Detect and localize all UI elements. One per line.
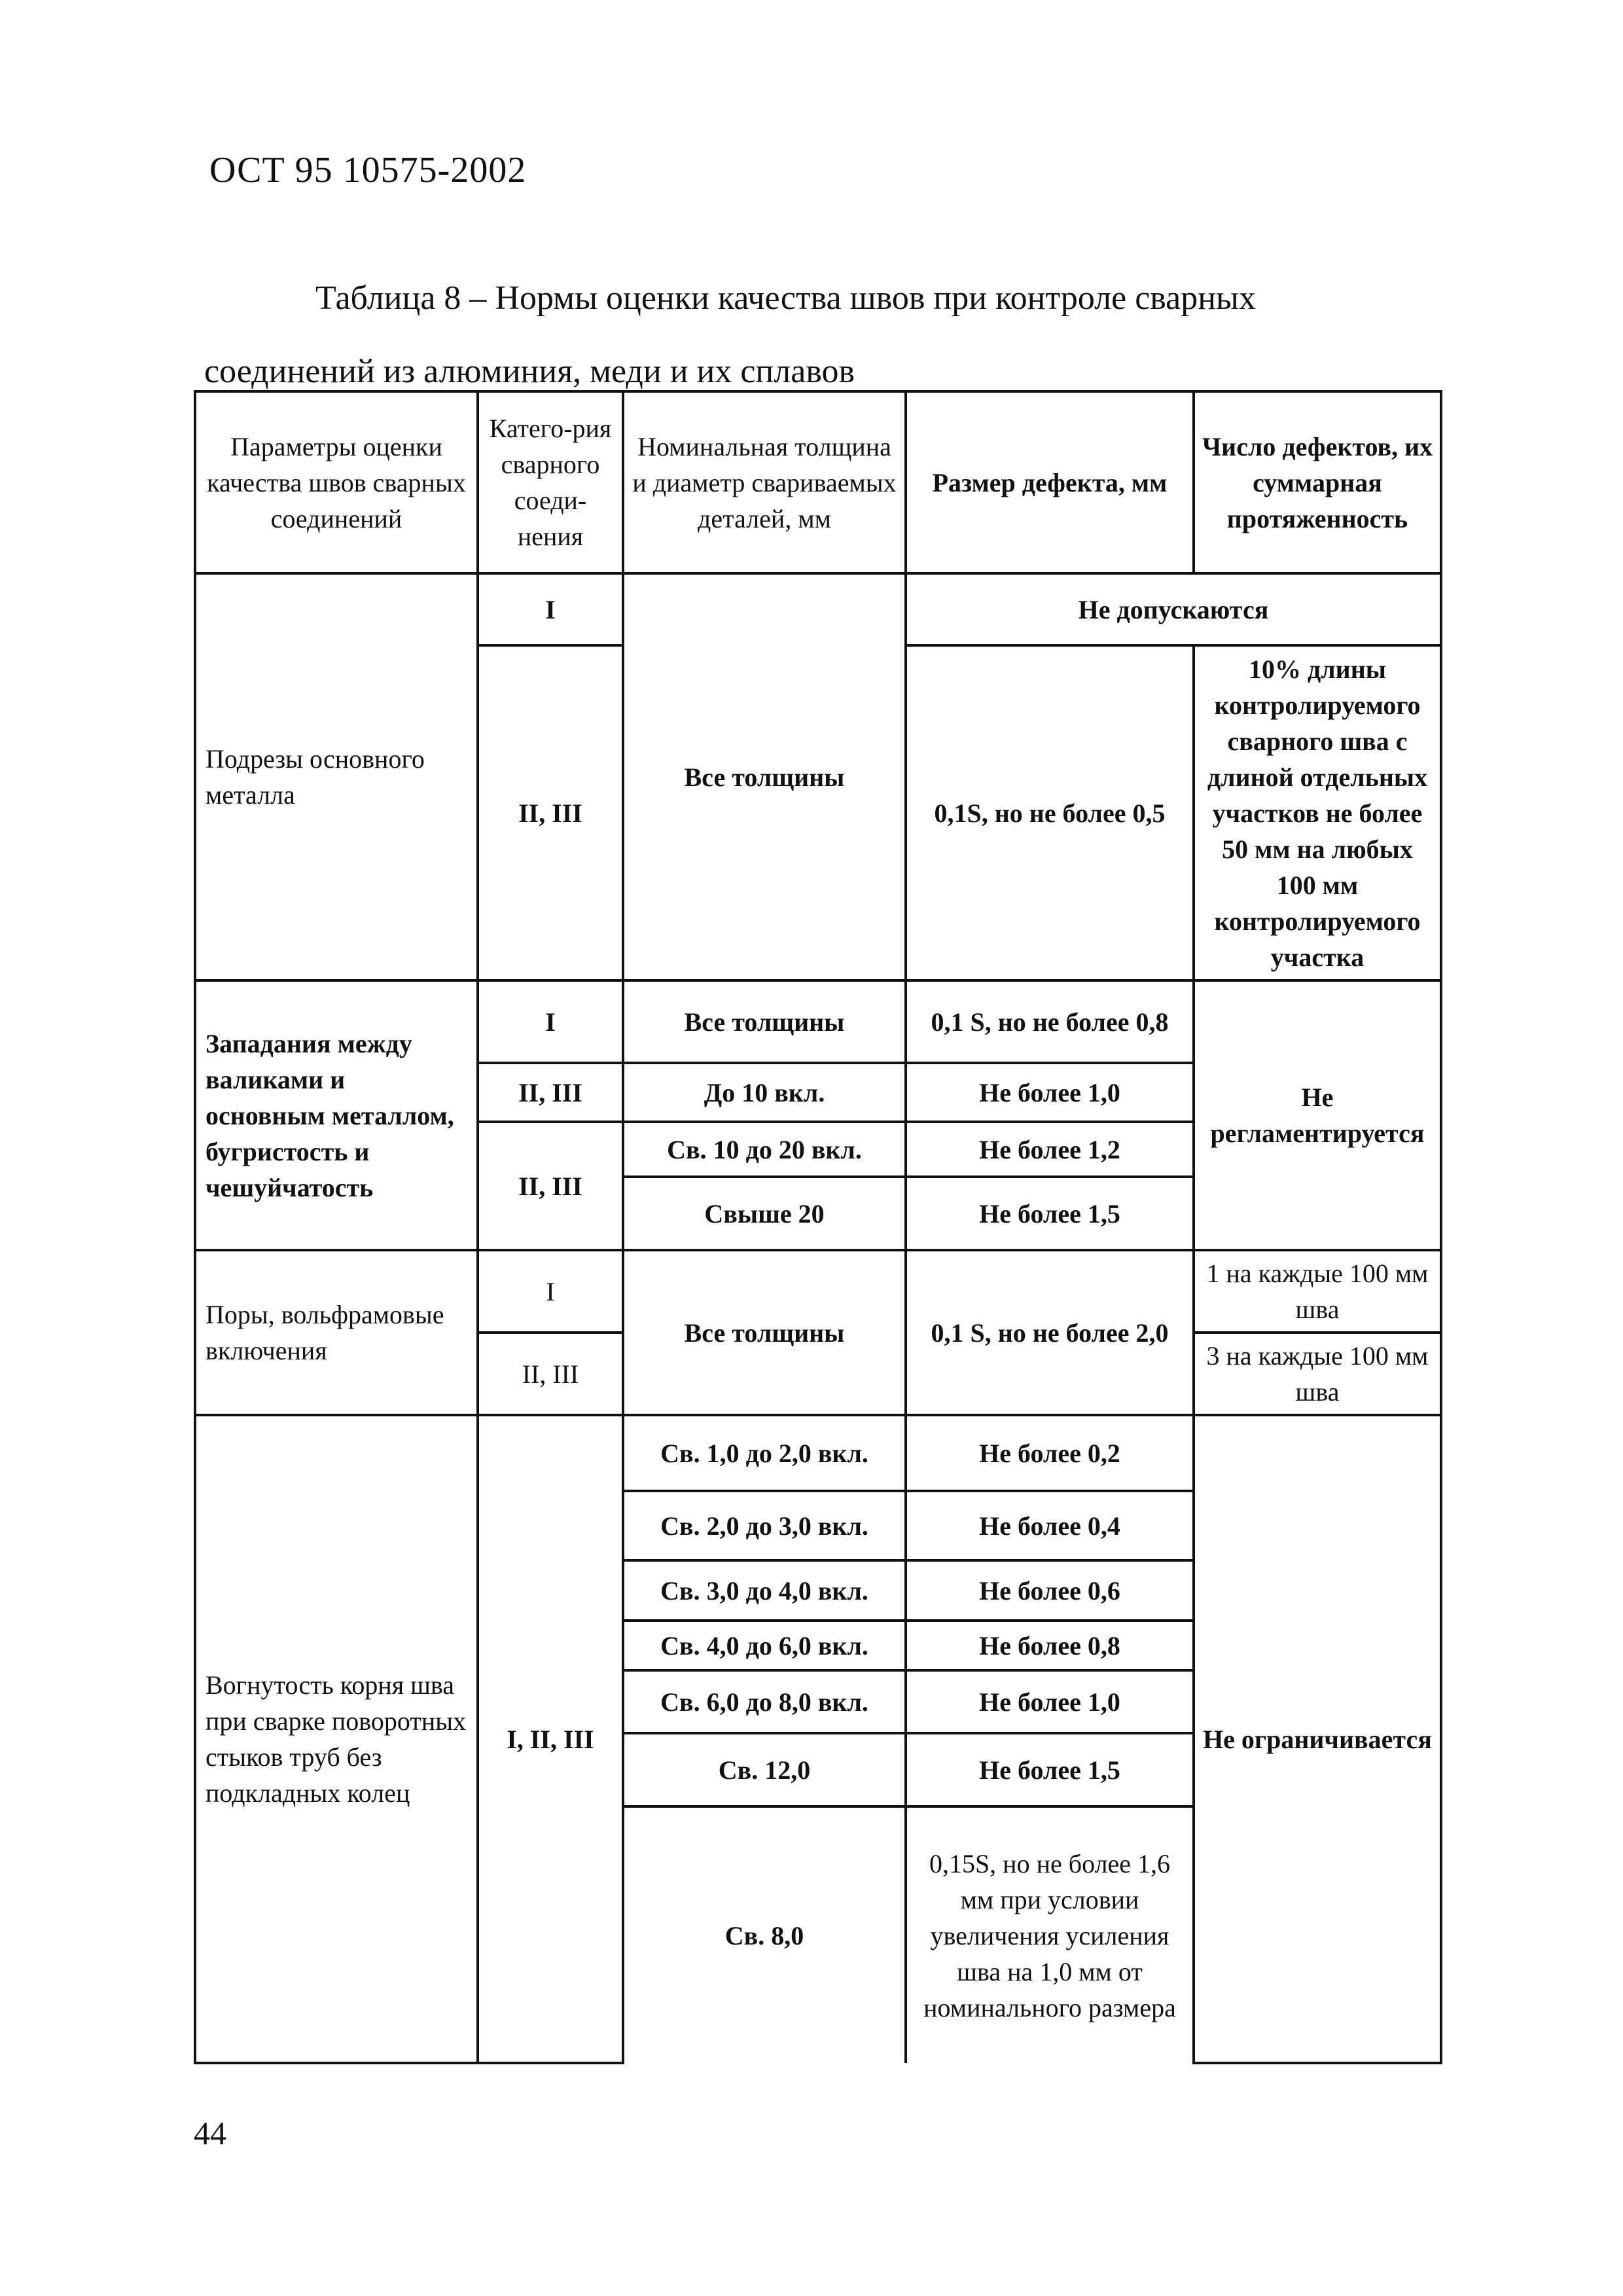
table-row bbox=[195, 1415, 1441, 1491]
table-caption: Таблица 8 – Нормы оценки качества швов при контроле сварных соединений из алюминия, меди и их сплавов bbox=[204, 279, 1256, 390]
defect-size-cell: 0,1 S, но не более 0,8 bbox=[906, 980, 1194, 1063]
defect-size-cell: Не более 0,8 bbox=[906, 1621, 1194, 1670]
thickness-cell: До 10 вкл. bbox=[623, 1063, 906, 1122]
defect-size-cell: Не более 1,5 bbox=[906, 1177, 1194, 1250]
defect-size-cell: 0,15S, но не более 1,6 мм при условии увеличения усиления шва на 1,0 мм от номинального размера bbox=[906, 1806, 1194, 2063]
defect-size-cell: Не более 1,0 bbox=[906, 1670, 1194, 1733]
category-cell: II, III bbox=[478, 1333, 623, 1415]
defect-count-cell: Не ограничивается bbox=[1194, 1415, 1441, 2063]
thickness-cell: Св. 8,0 bbox=[623, 1806, 906, 2063]
defect-size-cell: Не более 0,6 bbox=[906, 1560, 1194, 1621]
header-defect-count: Число дефектов, их суммарная протяженность bbox=[1194, 391, 1441, 573]
defect-count-cell: Не регламентируется bbox=[1194, 980, 1441, 1250]
thickness-cell: Св. 3,0 до 4,0 вкл. bbox=[623, 1560, 906, 1621]
param-concavity: Вогнутость корня шва при сварке поворотных стыков труб без подкладных колец bbox=[195, 1415, 478, 2063]
table-row bbox=[195, 1250, 1441, 1333]
thickness-cell: Св. 12,0 bbox=[623, 1733, 906, 1806]
param-pores: Поры, вольфрамовые включения bbox=[195, 1250, 478, 1415]
defect-size-cell: Не более 1,0 bbox=[906, 1063, 1194, 1122]
thickness-cell: Св. 1,0 до 2,0 вкл. bbox=[623, 1415, 906, 1491]
defect-size-cell: Не более 0,4 bbox=[906, 1491, 1194, 1560]
param-sinks: Западания между валиками и основным металлом, бугристость и чешуйчатость bbox=[195, 980, 478, 1250]
defect-size-cell: Не более 1,2 bbox=[906, 1122, 1194, 1177]
thickness-cell: Все толщины bbox=[623, 1250, 906, 1415]
defect-size-cell: 0,1S, но не более 0,5 bbox=[906, 645, 1194, 980]
thickness-cell: Св. 4,0 до 6,0 вкл. bbox=[623, 1621, 906, 1670]
thickness-cell: Все толщины bbox=[623, 980, 906, 1063]
not-allowed-cell: Не допускаются bbox=[906, 573, 1441, 645]
category-cell: I, II, III bbox=[478, 1415, 623, 2063]
category-cell: I bbox=[478, 1250, 623, 1333]
quality-norms-table bbox=[194, 390, 1442, 2064]
category-cell: I bbox=[478, 573, 623, 645]
defect-count-cell: 10% длины контролируемого сварного шва с длиной отдельных участков не более 50 мм на любых 100 мм контролируемого участка bbox=[1194, 645, 1441, 980]
defect-size-cell: Не более 1,5 bbox=[906, 1733, 1194, 1806]
defect-count-cell: 3 на каждые 100 мм шва bbox=[1194, 1333, 1441, 1415]
document-id: ОСТ 95 10575-2002 bbox=[209, 150, 527, 190]
category-cell: I bbox=[478, 980, 623, 1063]
header-param: Параметры оценки качества швов сварных соединений bbox=[195, 391, 478, 573]
thickness-cell: Св. 10 до 20 вкл. bbox=[623, 1122, 906, 1177]
category-cell: II, III bbox=[478, 1063, 623, 1122]
thickness-cell: Свыше 20 bbox=[623, 1177, 906, 1250]
thickness-cell: Все толщины bbox=[623, 573, 906, 980]
defect-size-cell: 0,1 S, но не более 2,0 bbox=[906, 1250, 1194, 1415]
category-cell: II, III bbox=[478, 645, 623, 980]
header-defect-size: Размер дефекта, мм bbox=[906, 391, 1194, 573]
header-thickness: Номинальная толщина и диаметр свариваемых деталей, мм bbox=[623, 391, 906, 573]
table-row bbox=[195, 573, 1441, 645]
category-cell: II, III bbox=[478, 1122, 623, 1250]
thickness-cell: Св. 6,0 до 8,0 вкл. bbox=[623, 1670, 906, 1733]
defect-count-cell: 1 на каждые 100 мм шва bbox=[1194, 1250, 1441, 1333]
header-category: Катего-рия сварного соеди-нения bbox=[478, 391, 623, 573]
param-undercuts: Подрезы основного металла bbox=[195, 573, 478, 980]
table-header-row bbox=[195, 391, 1441, 573]
defect-size-cell: Не более 0,2 bbox=[906, 1415, 1194, 1491]
page-number: 44 bbox=[194, 2115, 226, 2151]
thickness-cell: Св. 2,0 до 3,0 вкл. bbox=[623, 1491, 906, 1560]
table-row bbox=[195, 980, 1441, 1063]
